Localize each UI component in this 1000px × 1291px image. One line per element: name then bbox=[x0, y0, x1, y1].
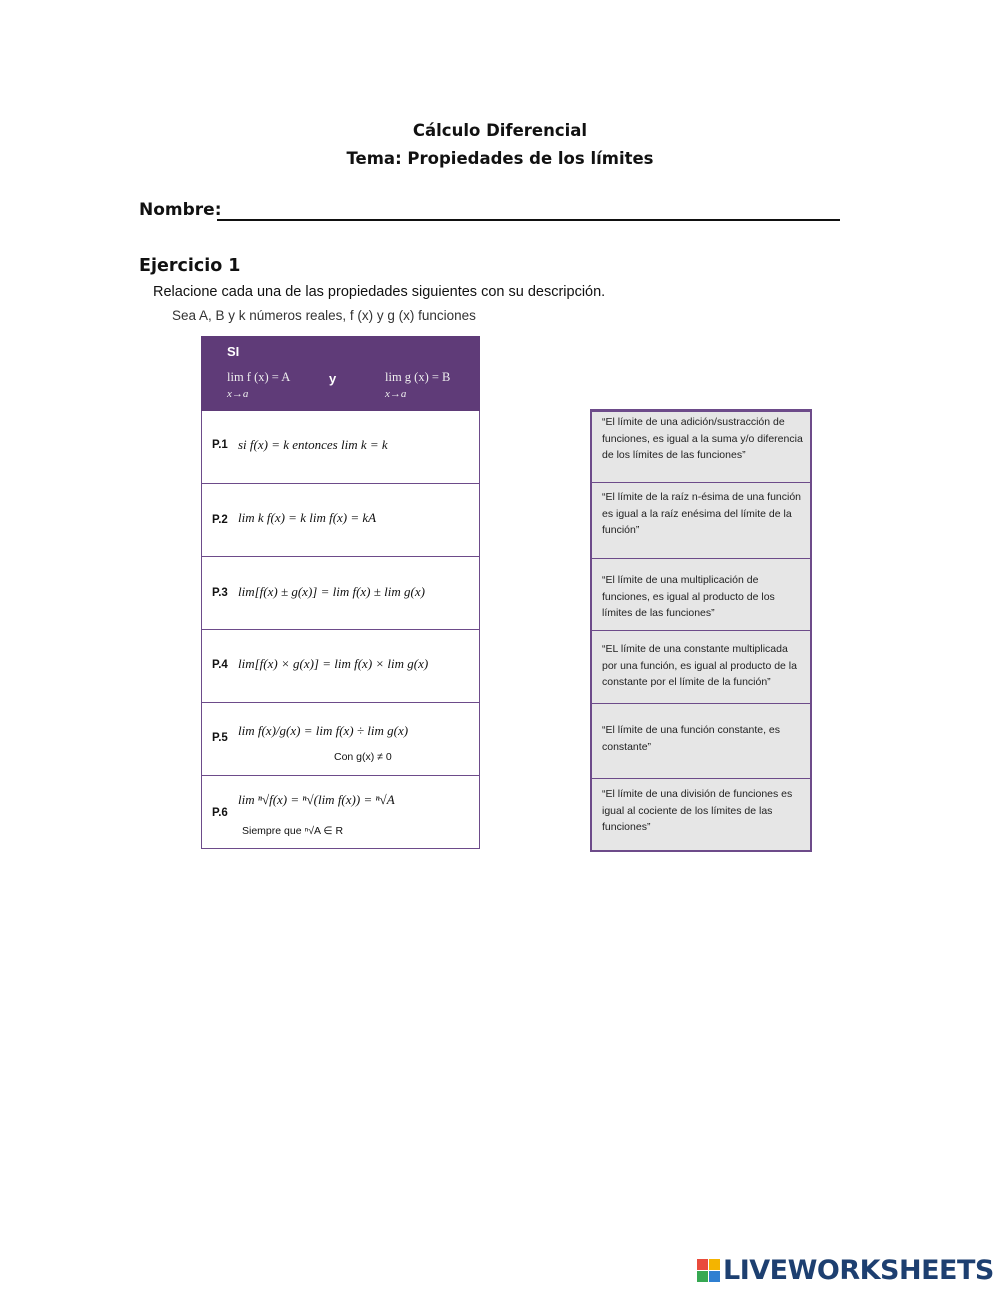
property-label: P.5 bbox=[212, 732, 228, 744]
property-row-p3 bbox=[201, 557, 480, 630]
description-card[interactable]: “El límite de una adición/sustracción de funciones, es igual a la suma y/o diferencia de los límites de las funciones” bbox=[592, 412, 810, 483]
document-title: Cálculo Diferencial bbox=[412, 121, 588, 140]
properties-table-header bbox=[201, 336, 480, 411]
property-formula: lim ⁿ√f(x) = ⁿ√(lim f(x)) = ⁿ√A bbox=[238, 792, 395, 807]
exercise-given: Sea A, B y k números reales, f (x) y g (x) funciones bbox=[172, 308, 476, 323]
document-subtitle: Tema: Propiedades de los límites bbox=[346, 149, 654, 168]
property-row-p1 bbox=[201, 411, 480, 484]
property-condition: Con g(x) ≠ 0 bbox=[334, 751, 392, 763]
header-limit-f-sub: x→a bbox=[227, 388, 249, 400]
property-formula: lim f(x)/g(x) = lim f(x) ÷ lim g(x) bbox=[238, 723, 409, 738]
property-row-p6 bbox=[201, 776, 480, 849]
property-label: P.3 bbox=[212, 587, 228, 599]
header-limit-f: lim f (x) = A bbox=[227, 370, 291, 384]
description-card[interactable]: “El límite de una multiplicación de funciones, es igual al producto de los límites de las funciones” bbox=[592, 559, 810, 631]
header-limit-g: lim g (x) = B bbox=[385, 370, 451, 384]
logo-squares-icon bbox=[697, 1259, 721, 1283]
property-formula: si f(x) = k entonces lim k = k bbox=[238, 437, 388, 452]
description-card[interactable]: “El límite de una división de funciones es igual al cociente de los límites de las funciones” bbox=[602, 788, 793, 833]
exercise-instruction: Relacione cada una de las propiedades siguientes con su descripción. bbox=[153, 284, 606, 300]
property-label: P.1 bbox=[212, 439, 228, 451]
property-label: P.4 bbox=[212, 659, 228, 671]
property-label: P.2 bbox=[212, 514, 228, 526]
exercise-heading: Ejercicio 1 bbox=[139, 256, 241, 276]
property-row-p4 bbox=[201, 630, 480, 703]
header-si: SI bbox=[227, 344, 240, 359]
property-condition: Siempre que ⁿ√A ∈ R bbox=[242, 825, 344, 837]
description-card[interactable]: “El límite de la raíz n-ésima de una función es igual a la raíz enésima del límite de la función” bbox=[592, 483, 810, 559]
header-limit-g-sub: x→a bbox=[385, 388, 407, 400]
property-formula: lim[f(x) ± g(x)] = lim f(x) ± lim g(x) bbox=[238, 584, 425, 599]
logo-text: LIVEWORKSHEETS bbox=[723, 1255, 994, 1286]
property-row-p5 bbox=[201, 703, 480, 776]
name-field-line[interactable] bbox=[217, 219, 840, 221]
property-formula: lim k f(x) = k lim f(x) = kA bbox=[238, 510, 377, 525]
property-label: P.6 bbox=[212, 807, 228, 819]
description-card[interactable]: “EL límite de una constante multiplicada por una función, es igual al producto de la constante por el límite de la función” bbox=[592, 631, 810, 704]
description-card[interactable]: “El límite de una función constante, es constante” bbox=[592, 704, 810, 779]
property-row-p2 bbox=[201, 484, 480, 557]
properties-table bbox=[201, 336, 480, 849]
property-formula: lim[f(x) × g(x)] = lim f(x) × lim g(x) bbox=[238, 656, 429, 671]
name-label: Nombre: bbox=[139, 200, 222, 220]
header-and: y bbox=[329, 371, 337, 386]
descriptions-column bbox=[590, 409, 812, 852]
